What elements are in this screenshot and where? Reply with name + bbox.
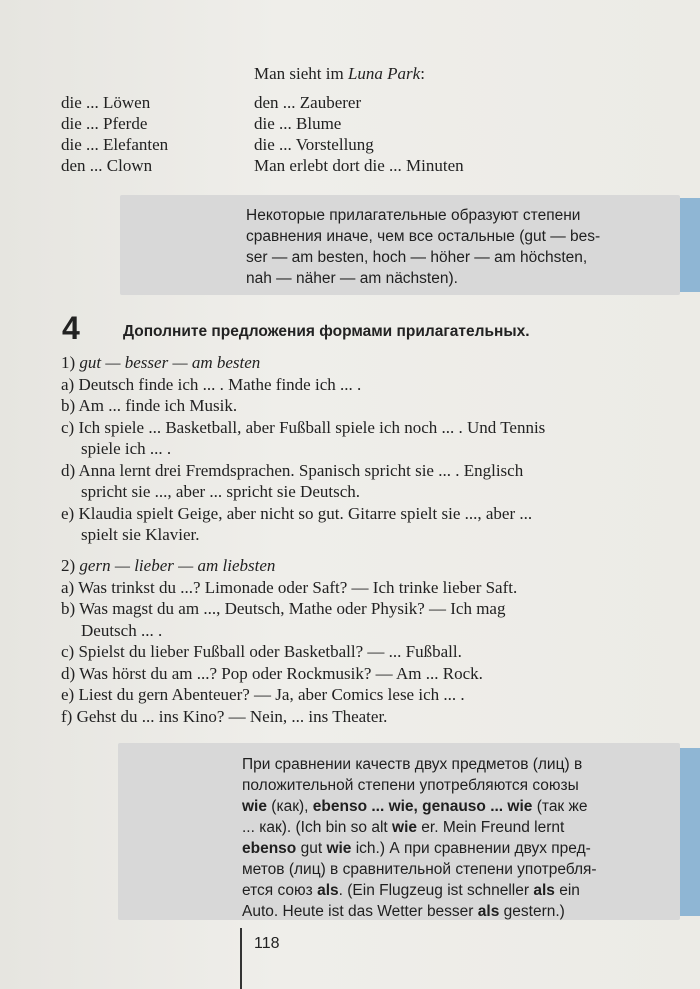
list-item: die ... Blume xyxy=(254,114,342,133)
exercise-line: d) Was hörst du am ...? Pop oder Rockmusik? — Am ... Rock. xyxy=(61,663,483,683)
page-edge-tab xyxy=(680,198,700,292)
exercise-line: b) Am ... finde ich Musik. xyxy=(61,396,238,415)
right-word-list xyxy=(254,92,464,176)
exercise-line: f) Gehst du ... ins Kino? — Nein, ... ins Theater. xyxy=(61,706,388,726)
gutter-line xyxy=(240,928,242,989)
grammar-rule-box-2 xyxy=(118,743,680,920)
exercise-line: e) Klaudia spielt Geige, aber nicht so gut. Gitarre spielt sie ..., aber ... xyxy=(61,503,533,523)
list-item: die ... Vorstellung xyxy=(254,135,374,154)
exercise-line: spricht sie ..., aber ... spricht sie Deutsch. xyxy=(81,482,361,501)
exercise-group-1 xyxy=(61,352,661,546)
page-edge-tab xyxy=(680,748,700,916)
grammar-rule-text-2: При сравнении качеств двух предметов (лиц) в положительной степени употребляются союзы wie (как), ebenso ... wie, genauso ... wie (так же ... как). (Ich bin so alt wie er. Mein Freund lernt ebenso gut wie ich.) А при сравнении двух пред- метов (лиц) в сравнительной степени употребля- ется союз als. (Ein Flugzeug ist schneller als ein Auto. Heute ist das Wetter besser als gestern.) xyxy=(242,756,597,920)
list-item: Man erlebt dort die ... Minuten xyxy=(254,156,464,175)
luna-park-heading: Man sieht im Luna Park: xyxy=(254,64,425,83)
group-heading: 1) gut — besser — am besten xyxy=(61,353,261,372)
exercise-title: Дополните предложения формами прилагательных. xyxy=(123,323,530,340)
exercise-line: a) Deutsch finde ich ... . Mathe finde ich ... . xyxy=(61,374,362,394)
exercise-line: spiele ich ... . xyxy=(81,439,172,458)
exercise-line: d) Anna lernt drei Fremdsprachen. Spanisch spricht sie ... . Englisch xyxy=(61,460,524,480)
exercise-line: a) Was trinkst du ...? Limonade oder Saft? — Ich trinke lieber Saft. xyxy=(61,577,518,597)
exercise-line: Deutsch ... . xyxy=(81,620,163,640)
grammar-rule-text-1: Некоторые прилагательные образуют степени сравнения иначе, чем все остальные (gut — bes- ser — am besten, hoch — höher — am höchsten, nah — näher — am nächsten). xyxy=(246,207,601,287)
exercise-line: e) Liest du gern Abenteuer? — Ja, aber Comics lese ich ... . xyxy=(61,685,465,704)
exercise-line: b) Was magst du am ..., Deutsch, Mathe oder Physik? — Ich mag xyxy=(61,599,506,618)
list-item: den ... Clown xyxy=(61,156,153,175)
list-item: die ... Löwen xyxy=(61,93,151,112)
left-word-list xyxy=(61,92,168,176)
exercise-line: spielt sie Klavier. xyxy=(81,525,200,544)
exercise-line: c) Ich spiele ... Basketball, aber Fußball spiele ich noch ... . Und Tennis xyxy=(61,417,546,437)
page-number: 118 xyxy=(254,935,280,952)
group-heading: 2) gern — lieber — am liebsten xyxy=(61,556,276,575)
exercise-number: 4 xyxy=(62,310,80,346)
list-item: die ... Pferde xyxy=(61,114,148,133)
grammar-rule-box-1 xyxy=(120,195,680,295)
list-item: die ... Elefanten xyxy=(61,135,169,154)
exercise-group-2 xyxy=(61,555,661,727)
exercise-line: c) Spielst du lieber Fußball oder Basketball? — ... Fußball. xyxy=(61,642,462,661)
list-item: den ... Zauberer xyxy=(254,93,362,112)
